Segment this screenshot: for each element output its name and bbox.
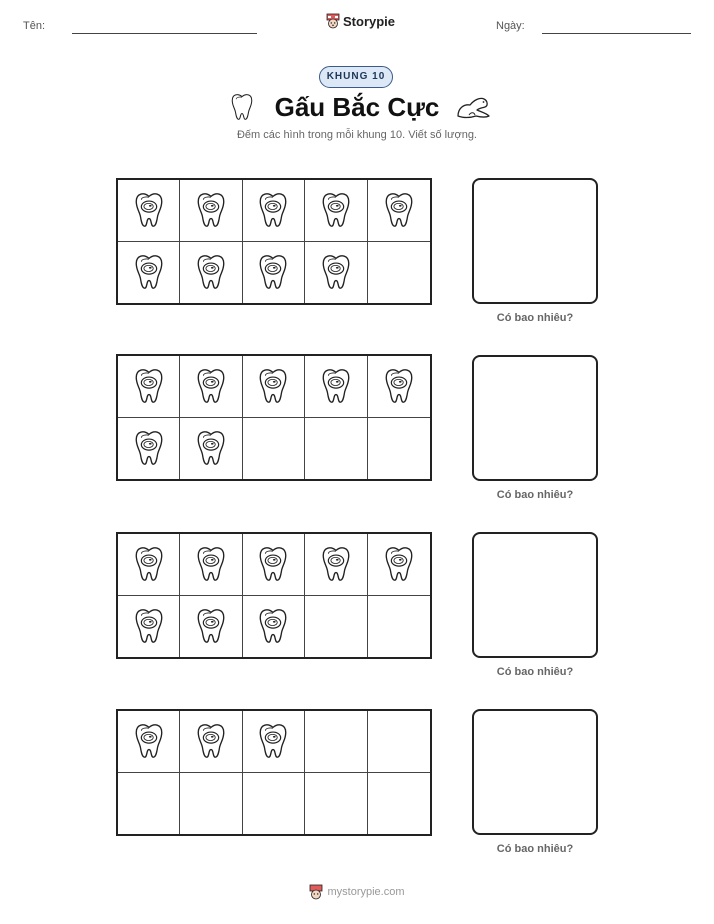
- frame-cell: [368, 773, 430, 835]
- frame-cell: [305, 418, 367, 480]
- tooth-with-meat-icon: [319, 366, 353, 406]
- tooth-with-meat-icon: [132, 366, 166, 406]
- tooth-with-meat-icon: [194, 190, 228, 230]
- frame-cell: [305, 773, 367, 835]
- tooth-with-meat-icon: [256, 190, 290, 230]
- footer: [0, 884, 714, 900]
- frame-cell: [118, 596, 180, 658]
- frame-cell: [305, 180, 367, 242]
- date-line[interactable]: [542, 33, 691, 34]
- frame-cell: [118, 242, 180, 304]
- frame-cell: [243, 356, 305, 418]
- storypie-bear-icon: [326, 13, 340, 29]
- tooth-with-meat-icon: [382, 544, 416, 584]
- frame-cell: [180, 596, 242, 658]
- tooth-with-meat-icon: [132, 721, 166, 761]
- question-label-3: Có bao nhiêu?: [496, 666, 574, 678]
- instructions: Đếm các hình trong mỗi khung 10. Viết số lượng.: [236, 129, 477, 141]
- frame-cell: [118, 180, 180, 242]
- tooth-with-meat-icon: [256, 606, 290, 646]
- frame-cell: [118, 773, 180, 835]
- frame-cell: [305, 596, 367, 658]
- ten-frame-1: [116, 178, 432, 305]
- date-label: Ngày:: [496, 20, 525, 32]
- tooth-with-meat-icon: [132, 252, 166, 292]
- tooth-with-meat-icon: [194, 428, 228, 468]
- tooth-with-meat-icon: [256, 721, 290, 761]
- frame-cell: [243, 180, 305, 242]
- section-badge: KHUNG 10: [319, 66, 393, 88]
- footer-url: mystorypie.com: [327, 886, 405, 898]
- frame-cell: [180, 711, 242, 773]
- question-label-1: Có bao nhiêu?: [496, 312, 574, 324]
- tooth-with-meat-icon: [256, 544, 290, 584]
- answer-box-4[interactable]: [472, 709, 598, 835]
- frame-cell: [368, 242, 430, 304]
- frame-cell: [118, 356, 180, 418]
- tooth-with-meat-icon: [382, 190, 416, 230]
- tooth-with-meat-icon: [132, 544, 166, 584]
- frame-cell: [180, 180, 242, 242]
- question-label-2: Có bao nhiêu?: [496, 489, 574, 501]
- frame-cell: [180, 356, 242, 418]
- frame-cell: [305, 711, 367, 773]
- frame-cell: [368, 180, 430, 242]
- tooth-with-meat-icon: [194, 606, 228, 646]
- frame-cell: [243, 242, 305, 304]
- tooth-with-meat-icon: [194, 366, 228, 406]
- brand-name: Storypie: [343, 13, 396, 29]
- ten-frame-4: [116, 709, 432, 836]
- frame-cell: [305, 534, 367, 596]
- answer-box-3[interactable]: [472, 532, 598, 658]
- answer-box-2[interactable]: [472, 355, 598, 481]
- seal-icon: [455, 94, 491, 120]
- tooth-with-meat-icon: [194, 252, 228, 292]
- frame-cell: [305, 356, 367, 418]
- frame-cell: [118, 534, 180, 596]
- page-title: Gấu Bắc Cực: [274, 92, 440, 122]
- frame-cell: [118, 711, 180, 773]
- tooth-with-meat-icon: [382, 366, 416, 406]
- frame-cell: [243, 773, 305, 835]
- frame-cell: [118, 418, 180, 480]
- tooth-with-meat-icon: [194, 721, 228, 761]
- name-label: Tên:: [23, 20, 46, 32]
- storypie-bear-icon: [309, 884, 323, 900]
- tooth-with-meat-icon: [132, 428, 166, 468]
- frame-cell: [243, 534, 305, 596]
- ten-frame-2: [116, 354, 432, 481]
- frame-cell: [180, 773, 242, 835]
- tooth-with-meat-icon: [132, 606, 166, 646]
- tooth-with-meat-icon: [132, 190, 166, 230]
- tooth-with-meat-icon: [319, 190, 353, 230]
- frame-cell: [368, 356, 430, 418]
- frame-cell: [243, 596, 305, 658]
- question-label-4: Có bao nhiêu?: [496, 843, 574, 855]
- tooth-with-meat-icon: [194, 544, 228, 584]
- frame-cell: [305, 242, 367, 304]
- name-line[interactable]: [72, 33, 257, 34]
- frame-cell: [368, 711, 430, 773]
- frame-cell: [180, 242, 242, 304]
- frame-cell: [368, 534, 430, 596]
- ten-frame-3: [116, 532, 432, 659]
- frame-cell: [243, 418, 305, 480]
- tooth-with-meat-icon: [319, 252, 353, 292]
- tooth-with-meat-icon: [319, 544, 353, 584]
- tooth-with-meat-icon: [256, 366, 290, 406]
- frame-cell: [180, 418, 242, 480]
- frame-cell: [243, 711, 305, 773]
- storypie-logo: [326, 13, 395, 29]
- frame-cell: [368, 596, 430, 658]
- frame-cell: [368, 418, 430, 480]
- tooth-with-meat-icon: [256, 252, 290, 292]
- frame-cell: [180, 534, 242, 596]
- answer-box-1[interactable]: [472, 178, 598, 304]
